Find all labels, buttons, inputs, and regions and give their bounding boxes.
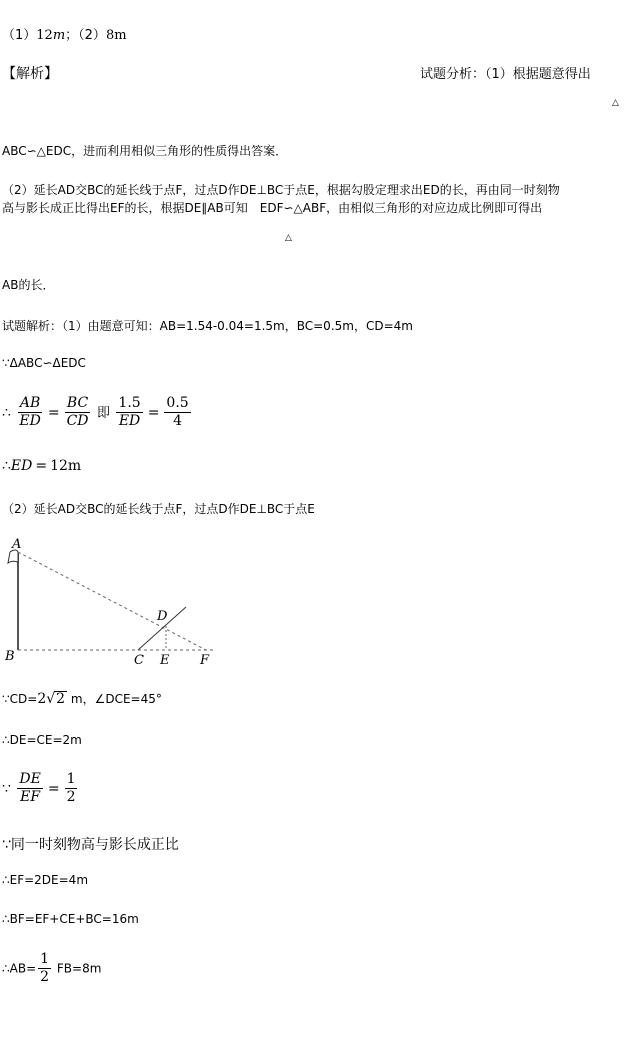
fraction-ab-ed: $\frac{AB}{ED}$ bbox=[19, 395, 41, 430]
answer-line bbox=[2, 24, 127, 43]
fraction-15-ed: $\frac{1.5}{ED}$ bbox=[118, 395, 141, 430]
cd-line: ∵CD=2√2 m，∠DCE=45° bbox=[2, 691, 162, 707]
equation-1: ∴ $\frac{AB}{ED}$ = $\frac{BC}{CD}$ 即 $\frac{1.5}{ED}$ = $\frac{0.5}{4}$ bbox=[2, 395, 189, 430]
answer-v2: 8m bbox=[105, 28, 127, 43]
fraction-de-ef: $\frac{DE}{EF}$ bbox=[19, 771, 41, 806]
analysis-line-5: AB的长． bbox=[2, 278, 55, 292]
jiexi-label: 【解析】 bbox=[2, 66, 58, 82]
line-af bbox=[18, 552, 206, 650]
therefore-symbol: ∴ bbox=[2, 404, 11, 421]
ratio-line: ∵ $\frac{DE}{EF}$ = $\frac{1}{2}$ bbox=[2, 771, 76, 806]
fraction-1-2-final: $\frac{1}{2}$ bbox=[40, 951, 50, 986]
label-e: E bbox=[160, 653, 170, 668]
answer-sep: ；（2） bbox=[65, 28, 106, 43]
label-c: C bbox=[134, 653, 144, 668]
answer-u1: m bbox=[52, 28, 66, 43]
label-f: F bbox=[200, 653, 210, 668]
part2-head: （2）延长AD交BC的延长线于点F，过点D作DE⊥BC于点E bbox=[2, 502, 315, 516]
ji-word: 即 bbox=[96, 405, 110, 421]
bf-line: ∴BF=EF+CE+BC=16m bbox=[2, 912, 139, 926]
fraction-bc-cd: $\frac{BC}{CD}$ bbox=[66, 395, 89, 430]
label-b: B bbox=[5, 649, 15, 664]
analysis-line-4: 高与影长成正比得出EF的长，根据DE∥AB可知 EDF∽△ABF，由相似三角形的对应边成比例即可得出 bbox=[2, 201, 543, 215]
ab-final-line: ∴AB= $\frac{1}{2}$ FB=8m bbox=[2, 951, 102, 986]
analysis-head: 试题分析：（1）根据题意得出 bbox=[420, 67, 591, 82]
triangle-symbol-2: △ bbox=[285, 233, 292, 243]
geometry-diagram bbox=[0, 530, 230, 670]
result-ed: ∴ED = 12m bbox=[2, 458, 82, 474]
answer-v1: 12 bbox=[36, 28, 53, 43]
analysis-line-3: （2）延长AD交BC的延长线于点F，过点D作DE⊥BC于点E，根据勾股定理求出ED的长，再由同一时刻物 bbox=[2, 183, 560, 197]
ef-line: ∴EF=2DE=4m bbox=[2, 873, 89, 887]
similar-statement: ∵ΔABC∽ΔEDC bbox=[2, 356, 86, 370]
triangle-symbol: △ bbox=[612, 98, 619, 108]
solution-head: 试题解析：（1）由题意可知：AB=1.54-0.04=1.5m，BC=0.5m，CD=4m bbox=[2, 319, 413, 333]
fraction-05-4: $\frac{0.5}{4}$ bbox=[166, 395, 189, 430]
proportional-line: ∵同一时刻物高与影长成正比 bbox=[2, 837, 179, 853]
de-ce-line: ∴DE=CE=2m bbox=[2, 733, 82, 747]
analysis-line-2: ABC∽△EDC，进而利用相似三角形的性质得出答案． bbox=[2, 144, 288, 158]
label-d: D bbox=[157, 609, 168, 624]
fraction-1-2: $\frac{1}{2}$ bbox=[66, 771, 76, 806]
label-a: A bbox=[12, 537, 22, 552]
answer-p1: （1） bbox=[2, 28, 37, 43]
